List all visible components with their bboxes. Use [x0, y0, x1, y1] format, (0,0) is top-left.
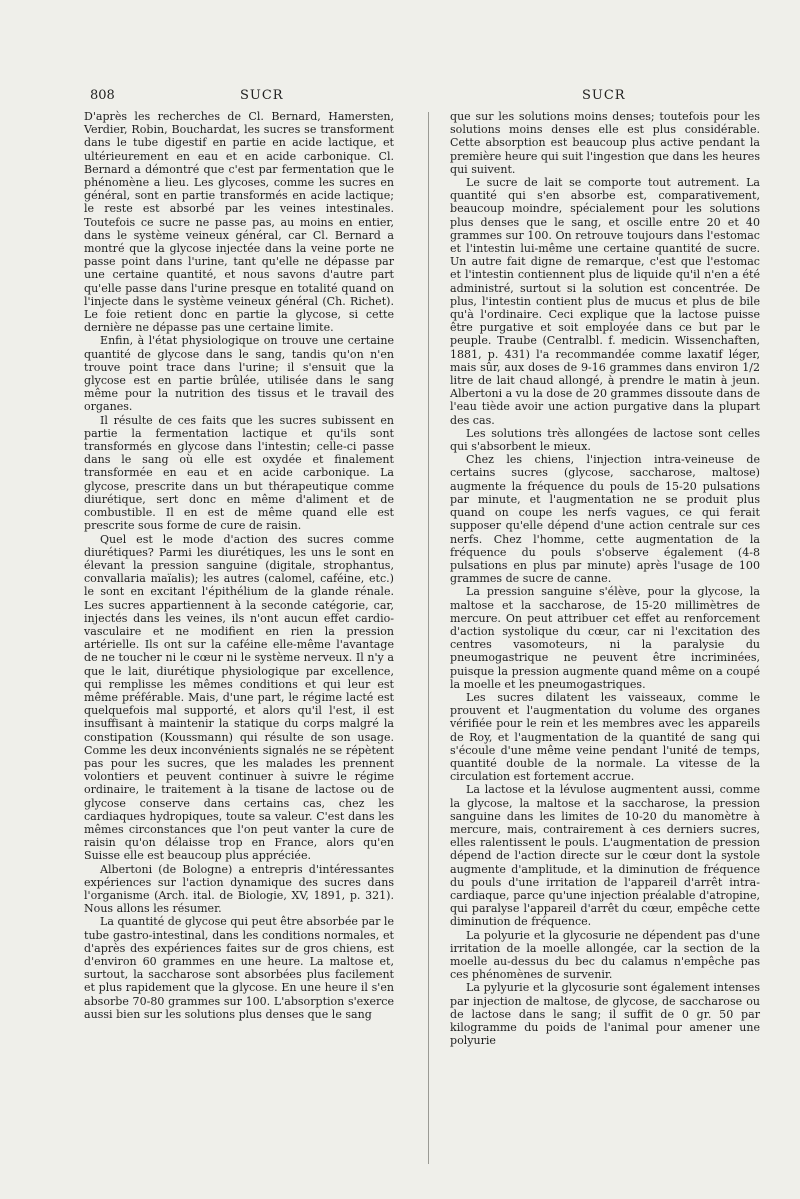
paragraph: La quantité de glycose qui peut être absorbée par le tube gastro-intestinal, dans les conditions normales, et d'après des expériences faites sur de gros chiens, est d'environ 60 grammes en une heure. La maltose et, surtout, la saccharose sont absorbées plus facilement et plus rapidement que la glycose. En une heure il s'en absorbe 70-80 grammes sur 100. L'absorption s'exerce aussi bien sur les solutions plus denses que le sang	[84, 915, 394, 1021]
paragraph: que sur les solutions moins denses; toutefois pour les solutions moins denses elle est plus considérable. Cette absorption est beaucoup plus active pendant la première heure qui suit l'ingestion que dans les heures qui suivent.	[450, 110, 760, 176]
paragraph: D'après les recherches de Cl. Bernard, Hamersten, Verdier, Robin, Bouchardat, les sucres se transforment dans le tube digestif en partie en acide lactique, et ultérieurement en eau et en acide carbonique. Cl. Bernard a démontré que c'est par fermentation que le phénomène a lieu. Les glycoses, comme les sucres en général, sont en partie transformés en acide lactique; le reste est absorbé par les veines intestinales. Toutefois ce sucre ne passe pas, au moins en entier, dans le système veineux général, car Cl. Bernard a montré que la glycose injectée dans la veine porte ne passe point dans l'urine, tant qu'elle ne dépasse par une certaine quantité, et nous savons d'autre part qu'elle passe dans l'urine presque en totalité quand on l'injecte dans le système veineux général (Ch. Richet). Le foie retient donc en partie la glycose, si cette dernière ne dépasse pas une certaine limite.	[84, 110, 394, 335]
running-head-left: SUCR	[240, 88, 284, 103]
paragraph: Albertoni (de Bologne) a entrepris d'intéressantes expériences sur l'action dynamique des sucres dans l'organisme (Arch. ital. de Biologie, XV, 1891, p. 321). Nous allons les résumer.	[84, 862, 394, 916]
paragraph: La lactose et la lévulose augmentent aussi, comme la glycose, la maltose et la saccharose, la pression sanguine dans les limites de 10-20 du manomètre à mercure, mais, contrairement à ces derniers sucres, elles ralentissent le pouls. L'augmentation de pression dépend de l'action directe sur le cœur dont la systole augmente d'amplitude, et la diminution de fréquence du pouls d'une irritation de l'appareil d'arrêt intra-cardiaque, parce qu'une injection préalable d'atropine, qui paralyse l'appareil d'arrêt du cœur, empêche cette diminution de fréquence.	[450, 783, 760, 929]
paragraph: La polyurie et la glycosurie ne dépendent pas d'une irritation de la moelle allongée, car la section de la moelle au-dessus du bec du calamus n'empêche pas ces phénomènes de survenir.	[450, 928, 760, 982]
column-divider	[428, 112, 429, 1164]
paragraph: Les solutions très allongées de lactose sont celles qui s'absorbent le mieux.	[450, 426, 760, 454]
paragraph: Il résulte de ces faits que les sucres subissent en partie la fermentation lactique et qu'ils sont transformés en glycose dans l'intestin; celle-ci passe dans le sang où elle est oxydée et finalement transformée en eau et en acide carbonique. La glycose, prescrite dans un but thérapeutique comme diurétique, sert donc en même d'aliment et de combustible. Il en est de même quand elle est prescrite sous forme de cure de raisin.	[84, 413, 394, 533]
page-number: 808	[90, 88, 115, 103]
paragraph: Enfin, à l'état physiologique on trouve une certaine quantité de glycose dans le sang, tandis qu'on n'en trouve point trace dans l'urine; il s'ensuit que la glycose est en partie brûlée, utilisée dans le sang même pour la nutrition des tissus et le travail des organes.	[84, 334, 394, 414]
right-column	[450, 110, 760, 1047]
page-header	[0, 88, 800, 106]
paragraph: Quel est le mode d'action des sucres comme diurétiques? Parmi les diurétiques, les uns le sont en élevant la pression sanguine (digitale, strophantus, convallaria maïalis); les autres (calomel, caféine, etc.) le sont en excitant l'épithélium de la glande rénale. Les sucres appartiennent à la seconde catégorie, car, injectés dans les veines, ils n'ont aucun effet cardio-vasculaire et ne modifient en rien la pression artérielle. Ils ont sur la caféine elle-même l'avantage de ne toucher ni le cœur ni le système nerveux. Il n'y a que le lait, diurétique physiologique par excellence, qui remplisse les mêmes conditions et qui leur est même préférable. Mais, d'une part, le régime lacté est quelquefois mal supporté, et alors qu'il l'est, il est insuffisant à maintenir la statique du corps malgré la constipation (Koussmann) qui résulte de son usage. Comme les deux inconvénients signalés ne se répètent pas pour les sucres, que les malades les prennent volontiers et peuvent continuer à suivre le régime ordinaire, le traitement à la tisane de lactose ou de glycose conserve dans certains cas, chez les cardiaques hydropiques, toute sa valeur. C'est dans les mêmes circonstances que l'on peut vanter la cure de raisin qu'on délaisse trop en France, alors qu'en Suisse elle est beaucoup plus appréciée.	[84, 532, 394, 863]
paragraph: Le sucre de lait se comporte tout autrement. La quantité qui s'en absorbe est, comparativement, beaucoup moindre, spécialement pour les solutions plus denses que le sang, et oscille entre 20 et 40 grammes sur 100. On retrouve toujours dans l'estomac et l'intestin lui-même une certaine quantité de sucre. Un autre fait digne de remarque, c'est que l'estomac et l'intestin contiennent plus de liquide qu'il n'en a été administré, surtout si la solution est concentrée. De plus, l'intestin contient plus de mucus et plus de bile qu'à l'ordinaire. Ceci explique que la lactose puisse être purgative et soit employée dans ce but par le peuple. Traube (Centralbl. f. medicin. Wissenchaften, 1881, p. 431) l'a recommandée comme laxatif léger, mais sûr, aux doses de 9-16 grammes dans environ 1/2 litre de lait chaud allongé, à prendre le matin à jeun. Albertoni a vu la dose de 20 grammes dissoute dans de l'eau tiède avoir une action purgative dans la plupart des cas.	[450, 176, 760, 427]
paragraph: La pylyurie et la glycosurie sont également intenses par injection de maltose, de glycose, de saccharose ou de lactose dans le sang; il suffit de 0 gr. 50 par kilogramme du poids de l'animal pour amener une polyurie	[450, 981, 760, 1048]
paragraph: Les sucres dilatent les vaisseaux, comme le prouvent et l'augmentation du volume des organes vérifiée pour le rein et les membres avec les appareils de Roy, et l'augmentation de la quantité de sang qui s'écoule d'une même veine pendant l'unité de temps, quantité double de la normale. La vitesse de la circulation est fortement accrue.	[450, 690, 760, 784]
running-head-right: SUCR	[582, 88, 626, 103]
paragraph: Chez les chiens, l'injection intra-veineuse de certains sucres (glycose, saccharose, maltose) augmente la fréquence du pouls de 15-20 pulsations par minute, et l'augmentation ne se produit plus quand on coupe les nerfs vagues, ce qui ferait supposer qu'elle dépend d'une action centrale sur ces nerfs. Chez l'homme, cette augmentation de la fréquence du pouls s'observe également (4-8 pulsations en plus par minute) après l'usage de 100 grammes de sucre de canne.	[450, 453, 760, 586]
paragraph: La pression sanguine s'élève, pour la glycose, la maltose et la saccharose, de 15-20 millimètres de mercure. On peut attribuer cet effet au renforcement d'action systolique du cœur, car ni l'excitation des centres vasomoteurs, ni la paralysie du pneumogastrique ne peuvent être incriminées, puisque la pression augmente quand même on a coupé la moelle et les pneumogastriques.	[450, 585, 760, 691]
left-column	[84, 110, 394, 1021]
